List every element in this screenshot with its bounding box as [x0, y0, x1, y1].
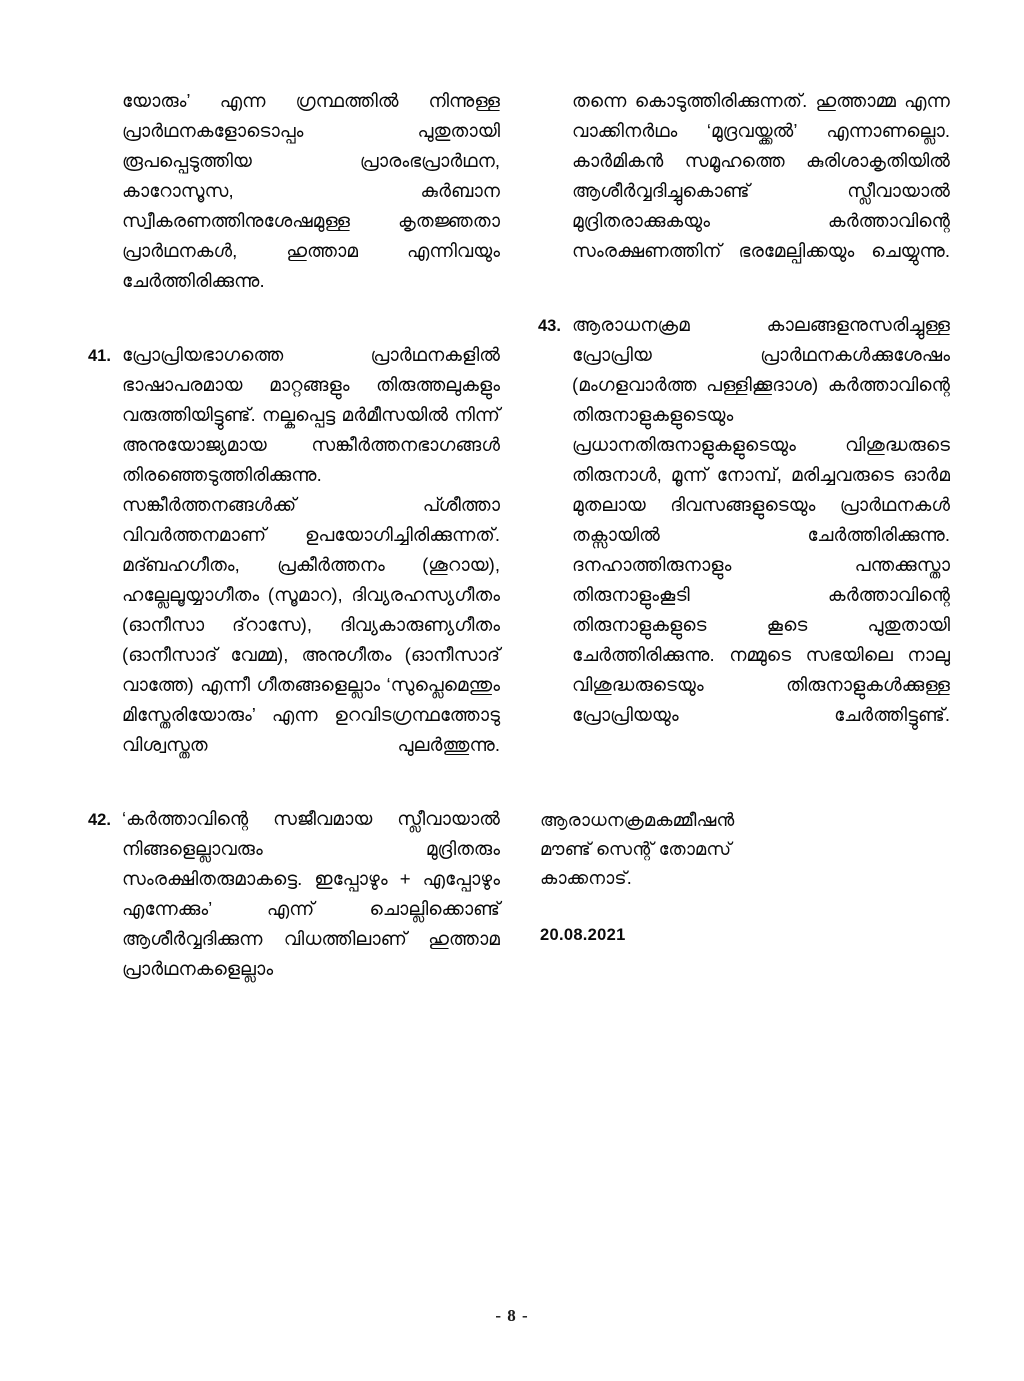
signature-date: 20.08.2021	[540, 926, 626, 944]
right-continued-paragraph: തന്നെ കൊടുത്തിരിക്കുന്നത്. ഹുത്താമ്മ എന്ന വാക്കിനർഥം ‘മുദ്രവയ്ക്കൽ’ എന്നാണല്ലൊ. കാർമികൻ സമൂഹത്തെ കുരിശാകൃതിയിൽ ആശീർവ്വദിച്ചുകൊണ്ട് സ്ലീവായാൽ മുദ്രിതരാക്കുകയും കർത്താവിന്റെ സംരക്ഷണത്തിന് ഭരമേല്പിക്കയും ചെയ്യുന്നു.	[572, 90, 950, 261]
numbered-item-41	[88, 340, 500, 790]
page-number-footer: - 8 -	[495, 1306, 529, 1325]
right-column	[538, 86, 950, 1014]
signature-address-line: മൗണ്ട് സെന്റ് തോമസ്	[540, 839, 732, 859]
signature-block	[538, 806, 950, 947]
two-column-body	[88, 86, 950, 1014]
item-text-43: ആരാധനക്രമ കാലങ്ങളനുസരിച്ചുള്ള പ്രോപ്രിയ പ്രാർഥനകൾക്കുശേഷം (മംഗളവാർത്ത പള്ളിക്കൂദാശ) കർത്താവിന്റെ തിരുനാളുകളുടെയും പ്രധാനതിരുനാളുകളുടെയും വിശുദ്ധരുടെ തിരുനാൾ, മൂന്ന് നോമ്പ്, മരിച്ചവരുടെ ഓർമ മുതലായ ദിവസങ്ങളുടെയും പ്രാർഥനകൾ തക്സായിൽ ചേർത്തിരിക്കുന്നു. ദനഹാത്തിരുനാളും പന്തക്കുസ്താ തിരുനാളുംകൂടി കർത്താവിന്റെ തിരുനാളുകളുടെ കൂടെ പുതുതായി ചേർത്തിരിക്കുന്നു. നമ്മുടെ സഭയിലെ നാലു വിശുദ്ധരുടെയും തിരുനാളുകൾക്കുള്ള പ്രോപ്രിയയും ചേർത്തിട്ടുണ്ട്.	[572, 314, 950, 725]
item-number-43: 43.	[538, 317, 561, 335]
item-text-42: ‘കർത്താവിന്റെ സജീവമായ സ്ലീവായാൽ നിങ്ങളെല്ലാവരും മുദ്രിതരും സംരക്ഷിതരുമാകട്ടെ. ഇപ്പോഴും + എപ്പോഴും എന്നേക്കും’ എന്ന് ചൊല്ലിക്കൊണ്ട് ആശീർവ്വദിക്കുന്ന വിധത്തിലാണ് ഹുത്താമ പ്രാർഥനകളെല്ലാം	[122, 808, 500, 979]
signature-commission-name: ആരാധനക്രമകമ്മീഷൻ	[540, 810, 735, 830]
item-number-42: 42.	[88, 811, 111, 829]
numbered-item-43	[538, 310, 950, 760]
item-number-41: 41.	[88, 347, 111, 365]
left-column	[88, 86, 500, 1014]
signature-place: കാക്കനാട്.	[540, 868, 632, 888]
item-text-41: പ്രോപ്രിയഭാഗത്തെ പ്രാർഥനകളിൽ ഭാഷാപരമായ മാറ്റങ്ങളും തിരുത്തലുകളും വരുത്തിയിട്ടുണ്ട്. നല്കപ്പെട്ട മർമീസയിൽ നിന്ന് അനുയോജ്യമായ സങ്കീർത്തനഭാഗങ്ങൾ തിരഞ്ഞെടുത്തിരിക്കുന്നു. സങ്കീർത്തനങ്ങൾക്ക് പ്ശീത്താ വിവർത്തനമാണ് ഉപയോഗിച്ചിരിക്കുന്നത്. മദ്ബഹഗീതം, പ്രകീർത്തനം (ശൂറായ), ഹല്ലേലൂയ്യാഗീതം (സൂമാറ), ദിവ്യരഹസ്യഗീതം (ഓനീസാ ദ്‌റാസേ), ദിവ്യകാരുണ്യഗീതം (ഓനീസാദ് വേമ്മ), അനുഗീതം (ഓനീസാദ് വാത്തേ) എന്നീ ഗീതങ്ങളെല്ലാം ‘സുപ്ലെമെന്തും മിസ്തേരിയോരും’ എന്ന ഉറവിടഗ്രന്ഥത്തോടു വിശ്വസ്തത പുലർത്തുന്നു.	[122, 344, 500, 755]
left-continued-paragraph: യോരും’ എന്ന ഗ്രന്ഥത്തിൽ നിന്നുള്ള പ്രാർഥനകളോടൊപ്പം പുതുതായി രൂപപ്പെടുത്തിയ പ്രാരംഭപ്രാർഥന, കാറോസൂസ, കുർബാന സ്വീകരണത്തിനുശേഷമുള്ള കൃതജ്ഞതാ പ്രാർഥനകൾ, ഹുത്താമ എന്നിവയും ചേർത്തിരിക്കുന്നു.	[122, 90, 500, 291]
numbered-item-42	[88, 804, 500, 1014]
